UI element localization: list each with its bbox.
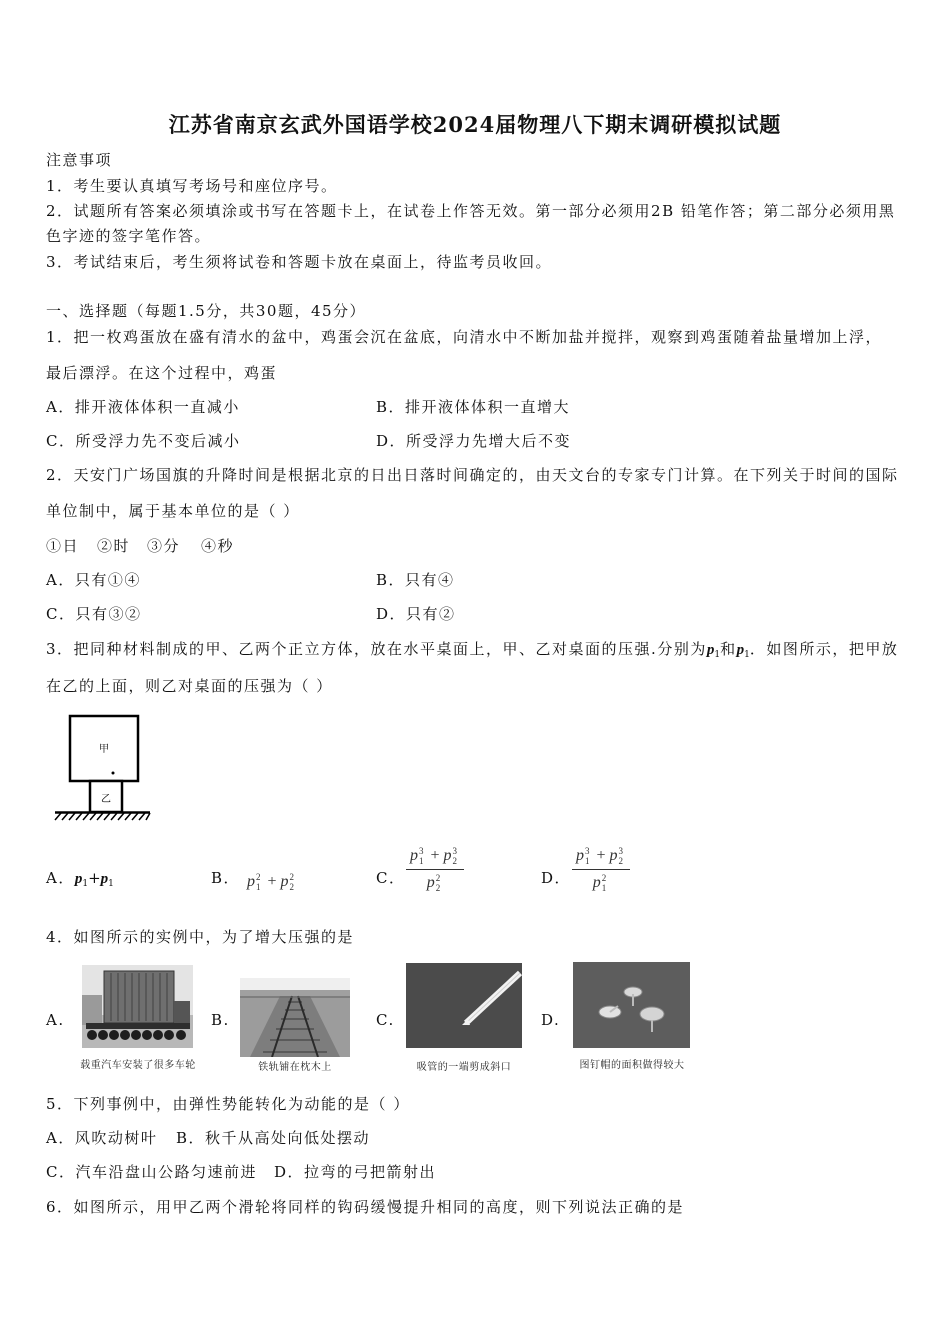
q3-d-den-script — [602, 873, 607, 893]
thumbtack-photo — [573, 962, 690, 1048]
q3-c-den-script — [436, 873, 441, 893]
q3-a-plus: + — [88, 869, 101, 887]
q3-c-denominator — [427, 870, 444, 894]
q3-b-script-2 — [290, 872, 295, 892]
q3-sub-1: 1 — [714, 650, 721, 660]
q3-b-sub-1: 1 — [256, 882, 261, 893]
q5-option-b: B．秋千从高处向低处摆动 — [176, 1129, 371, 1147]
q3-b-var-1: p — [247, 873, 255, 890]
q3-option-b-math — [247, 872, 297, 892]
q3-c-num-script-2 — [453, 846, 458, 866]
q1-stem-line-1: 1．把一枚鸡蛋放在盛有清水的盆中，鸡蛋会沉在盆底，向清水中不断加盐并搅拌，观察到鸡蛋随着盐量增加上浮， — [46, 328, 883, 346]
q3-c-num-sub-2: 2 — [452, 856, 458, 867]
q3-option-a-label: A． — [46, 869, 75, 887]
q3-d-num-var-1: p — [576, 847, 584, 864]
q3-c-num-sup-1: 3 — [419, 846, 424, 857]
q3-d-denominator — [593, 870, 610, 894]
notice-heading: 注意事项 — [46, 151, 113, 169]
q4-option-a-caption: 载重汽车安装了很多车轮 — [80, 1060, 196, 1071]
q3-option-b-label: B． — [211, 869, 241, 887]
q3-d-num-sub-2: 2 — [618, 856, 624, 867]
q3-option-c-label: C． — [376, 869, 406, 887]
q4-option-c-caption: 吸管的一端剪成斜口 — [416, 1062, 512, 1073]
q2-stem-line-1: 2．天安门广场国旗的升降时间是根据北京的日出日落时间确定的，由天文台的专家专门计算。在下列关于时间的国际 — [46, 466, 899, 484]
q2-choice-1: ①日 — [46, 537, 80, 555]
q5-option-a: A．风吹动树叶 — [46, 1129, 158, 1147]
q3-c-num-sub-1: 1 — [419, 856, 424, 867]
q3-d-den-sup: 2 — [601, 873, 607, 884]
q3-c-numerator — [406, 845, 464, 870]
q3-var-p2: p — [736, 642, 745, 658]
page-title: 江苏省南京玄武外国语学校2024届物理八下期末调研模拟试题 — [168, 112, 782, 137]
q3-c-den-sup: 2 — [435, 873, 441, 884]
q3-d-den-var: p — [592, 874, 601, 891]
railway-photo — [240, 978, 350, 1057]
q3-c-num-var-2: p — [443, 847, 452, 864]
q3-d-den-sub: 1 — [601, 883, 607, 894]
section-heading: 一、选择题（每题1.5分，共30题，45分） — [46, 302, 367, 320]
q3-d-num-script-1 — [585, 846, 590, 866]
q6-stem: 6．如图所示，用甲乙两个滑轮将同样的钩码缓慢提升相同的高度，则下列说法正确的是 — [46, 1198, 685, 1216]
q3-a-var-2: p — [100, 871, 109, 887]
q2-choice-2: ②时 — [97, 537, 131, 555]
q3-stem-part-b: ．如图所示，把甲放 — [749, 640, 899, 658]
q5-stem: 5．下列事例中，由弹性势能转化为动能的是（ ） — [46, 1095, 410, 1113]
q3-var-p1: p — [706, 642, 715, 658]
truck-photo — [82, 965, 193, 1048]
q3-stem-line-1 — [46, 639, 898, 665]
q2-choice-3: ③分 — [147, 537, 181, 555]
q3-a-sub-2: 1 — [108, 879, 114, 889]
q3-b-plus: + — [267, 873, 277, 890]
q3-sub-2: 1 — [744, 650, 750, 660]
notice-line-1: 1．考生要认真填写考场号和座位序号。 — [46, 177, 338, 195]
cube-jia-label: 甲 — [99, 744, 109, 755]
q5-option-d: D．拉弯的弓把箭射出 — [274, 1163, 437, 1181]
q3-c-plus: + — [430, 847, 440, 864]
q3-b-script-1 — [256, 872, 261, 892]
q1-option-a: A．排开液体体积一直减小 — [46, 398, 240, 416]
q3-and: 和 — [720, 640, 737, 658]
q3-option-d-fraction — [572, 845, 630, 894]
q5-option-c: C．汽车沿盘山公路匀速前进 — [46, 1163, 257, 1181]
q3-option-c-fraction — [406, 845, 464, 894]
cube-dot — [112, 772, 115, 775]
q3-d-num-script-2 — [619, 846, 624, 866]
q4-option-a-label: A. — [46, 1011, 65, 1029]
q2-option-d: D．只有② — [376, 605, 456, 623]
q1-stem-line-2: 最后漂浮。在这个过程中，鸡蛋 — [46, 364, 278, 382]
q3-b-sub-2: 2 — [289, 882, 295, 893]
q3-b-sup-1: 2 — [256, 872, 261, 883]
q3-d-numerator — [572, 845, 630, 870]
q1-option-b: B．排开液体体积一直增大 — [376, 398, 571, 416]
q3-option-a — [46, 868, 114, 894]
q3-b-var-2: p — [280, 873, 289, 890]
q3-a-sub-1: 1 — [82, 879, 89, 889]
notice-line-3: 色字迹的签字笔作答。 — [46, 227, 212, 245]
q3-cube-figure — [50, 710, 160, 825]
q3-c-num-var-1: p — [410, 847, 418, 864]
q2-option-b: B．只有④ — [376, 571, 455, 589]
q4-option-c-label: C. — [376, 1011, 395, 1029]
q3-stem-part-a: 3．把同种材料制成的甲、乙两个正立方体，放在水平桌面上，甲、乙对桌面的压强.分别为 — [46, 640, 707, 658]
q3-d-num-sup-1: 3 — [585, 846, 590, 857]
q3-a-var-1: p — [74, 871, 83, 887]
q3-b-sup-2: 2 — [289, 872, 295, 883]
q3-c-den-var: p — [426, 874, 435, 891]
q4-option-b-label: B. — [211, 1011, 230, 1029]
q2-stem-line-2: 单位制中，属于基本单位的是（ ） — [46, 502, 300, 520]
q2-choice-4: ④秒 — [201, 537, 235, 555]
q4-option-d-label: D. — [541, 1011, 561, 1029]
q4-stem: 4．如图所示的实例中，为了增大压强的是 — [46, 928, 355, 946]
q3-c-num-sup-2: 3 — [452, 846, 458, 857]
q2-option-a: A．只有①④ — [46, 571, 141, 589]
q3-d-plus: + — [596, 847, 606, 864]
q3-c-den-sub: 2 — [435, 883, 441, 894]
notice-line-2: 2．试题所有答案必须填涂或书写在答题卡上，在试卷上作答无效。第一部分必须用2B 铅笔作答；第二部分必须用黑 — [46, 202, 896, 220]
q3-stem-line-2: 在乙的上面，则乙对桌面的压强为（ ） — [46, 677, 333, 695]
q4-option-b-caption: 铁轨铺在枕木上 — [258, 1062, 332, 1073]
q3-d-num-sub-1: 1 — [585, 856, 590, 867]
q2-option-c: C．只有③② — [46, 605, 142, 623]
cube-yi-label: 乙 — [101, 794, 111, 805]
q3-option-d-label: D． — [541, 869, 572, 887]
q1-option-c: C．所受浮力先不变后减小 — [46, 432, 241, 450]
q4-option-d-caption: 图钉帽的面积做得较大 — [579, 1060, 685, 1071]
straw-photo — [406, 963, 522, 1048]
q1-option-d: D．所受浮力先增大后不变 — [376, 432, 572, 450]
q3-d-num-var-2: p — [609, 847, 618, 864]
q3-d-num-sup-2: 3 — [618, 846, 624, 857]
table-hatching — [55, 813, 150, 820]
q3-c-num-script-1 — [419, 846, 424, 866]
notice-line-4: 3．考试结束后，考生须将试卷和答题卡放在桌面上，待监考员收回。 — [46, 253, 553, 271]
